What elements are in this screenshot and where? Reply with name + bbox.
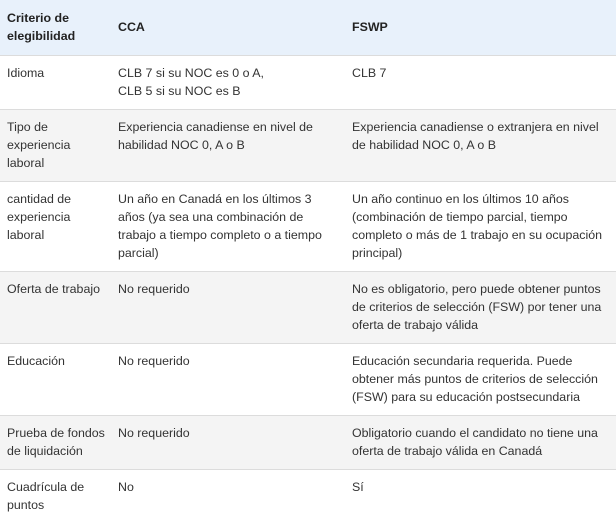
table-header — [0, 0, 616, 55]
fswp-cell: Experiencia canadiense o extranjera en nivel de habilidad NOC 0, A o B — [345, 109, 616, 181]
criterion-cell: Tipo de experiencia laboral — [0, 109, 111, 181]
fswp-cell: Obligatorio cuando el candidato no tiene una oferta de trabajo válida en Canadá — [345, 415, 616, 469]
table-row — [0, 55, 616, 109]
fswp-cell: No es obligatorio, pero puede obtener puntos de criterios de selección (FSW) por tener una oferta de trabajo válida — [345, 271, 616, 343]
table-row — [0, 271, 616, 343]
cca-cell — [111, 55, 345, 109]
fswp-cell: Educación secundaria requerida. Puede obtener más puntos de criterios de selección (FSW) para su educación postsecundaria — [345, 343, 616, 415]
criterion-cell: Oferta de trabajo — [0, 271, 111, 343]
header-fswp: FSWP — [352, 20, 388, 35]
table-row — [0, 469, 616, 523]
criterion-cell: Cuadrícula de puntos — [0, 469, 111, 523]
cca-cell: Un año en Canadá en los últimos 3 años (ya sea una combinación de trabajo a tiempo completo o a tiempo parcial) — [111, 181, 345, 271]
table-row — [0, 343, 616, 415]
criterion-cell: cantidad de experiencia laboral — [0, 181, 111, 271]
table-row — [0, 181, 616, 271]
criterion-cell: Idioma — [0, 55, 111, 109]
fswp-cell: CLB 7 — [345, 55, 616, 109]
cca-line: CLB 5 si su NOC es B — [118, 83, 241, 98]
header-criterion: Criterio de elegibilidad — [7, 11, 76, 44]
cca-line: CLB 7 si su NOC es 0 o A, — [118, 65, 264, 80]
cca-cell: Experiencia canadiense en nivel de habilidad NOC 0, A o B — [111, 109, 345, 181]
fswp-cell: Sí — [345, 469, 616, 523]
header-row — [0, 0, 616, 55]
cca-cell: No requerido — [111, 343, 345, 415]
header-cca: CCA — [118, 20, 145, 35]
table-row — [0, 109, 616, 181]
cca-cell: No requerido — [111, 271, 345, 343]
criterion-cell: Prueba de fondos de liquidación — [0, 415, 111, 469]
cca-cell: No — [111, 469, 345, 523]
table-row — [0, 415, 616, 469]
cca-cell: No requerido — [111, 415, 345, 469]
fswp-cell: Un año continuo en los últimos 10 años (combinación de tiempo parcial, tiempo completo o más de 1 trabajo en su ocupación principal) — [345, 181, 616, 271]
table-body — [0, 55, 616, 523]
criterion-cell: Educación — [0, 343, 111, 415]
